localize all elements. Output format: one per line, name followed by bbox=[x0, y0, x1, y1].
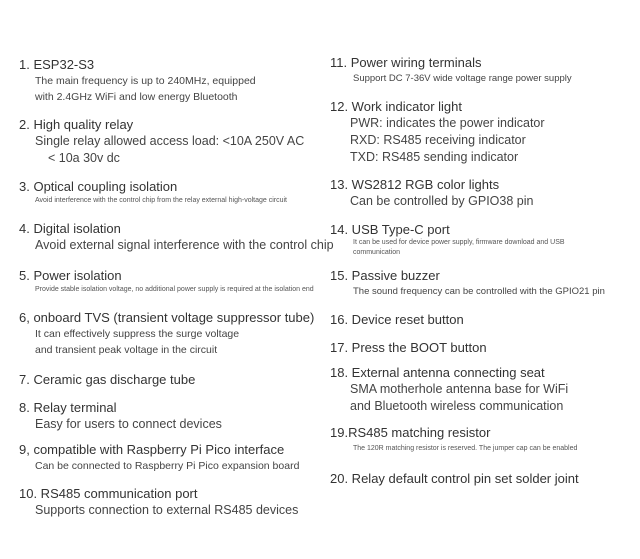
feature-item-1 bbox=[19, 56, 324, 105]
feature-item-11 bbox=[330, 54, 635, 87]
feature-item-19 bbox=[330, 424, 635, 457]
feature-desc: Can be connected to Raspberry Pi Pico expansion board bbox=[35, 460, 300, 472]
feature-item-5 bbox=[19, 267, 324, 295]
feature-title: 4. Digital isolation bbox=[19, 221, 121, 236]
feature-title: 10. RS485 communication port bbox=[19, 486, 198, 501]
feature-desc: Avoid interference with the control chip from the relay external high-voltage circuit bbox=[35, 197, 287, 204]
feature-item-8 bbox=[19, 399, 324, 433]
feature-title: 5. Power isolation bbox=[19, 268, 122, 283]
feature-desc: Avoid external signal interference with the control chip bbox=[35, 238, 334, 252]
feature-title: 13. WS2812 RGB color lights bbox=[330, 177, 500, 192]
feature-desc: The 120R matching resistor is reserved. The jumper cap can be enabled bbox=[353, 445, 578, 452]
feature-item-4 bbox=[19, 220, 334, 254]
feature-title: 11. Power wiring terminals bbox=[330, 55, 482, 70]
feature-desc: Support DC 7-36V wide voltage range power supply bbox=[353, 73, 572, 84]
feature-title: 1. ESP32-S3 bbox=[19, 57, 95, 72]
feature-item-16 bbox=[330, 311, 635, 328]
feature-title: 14. USB Type-C port bbox=[330, 222, 450, 237]
feature-desc: Provide stable isolation voltage, no additional power supply is required at the isolation end bbox=[35, 286, 314, 293]
feature-desc: It can effectively suppress the surge voltage bbox=[35, 328, 240, 340]
feature-title: 12. Work indicator light bbox=[330, 99, 462, 114]
feature-title: 17. Press the BOOT button bbox=[330, 340, 487, 355]
feature-desc: The main frequency is up to 240MHz, equipped bbox=[35, 75, 256, 87]
feature-title: 2. High quality relay bbox=[19, 117, 134, 132]
feature-desc: with 2.4GHz WiFi and low energy Bluetooth bbox=[35, 91, 238, 103]
feature-desc: and transient peak voltage in the circuit bbox=[35, 344, 218, 356]
feature-item-15 bbox=[330, 267, 635, 300]
feature-desc: It can be used for device power supply, firmware download and USB bbox=[353, 239, 565, 246]
feature-title: 16. Device reset button bbox=[330, 312, 464, 327]
feature-desc: PWR: indicates the power indicator bbox=[350, 116, 545, 130]
feature-title: 20. Relay default control pin set solder joint bbox=[330, 471, 579, 486]
feature-title: 18. External antenna connecting seat bbox=[330, 365, 545, 380]
feature-item-13 bbox=[330, 176, 635, 210]
feature-title: 9, compatible with Raspberry Pi Pico interface bbox=[19, 442, 285, 457]
feature-item-2 bbox=[19, 116, 324, 167]
feature-title: 19.RS485 matching resistor bbox=[330, 425, 491, 440]
feature-desc: Single relay allowed access load: <10A 250V AC bbox=[35, 134, 305, 148]
feature-item-3 bbox=[19, 178, 324, 206]
feature-desc: communication bbox=[353, 249, 401, 256]
feature-title: 6, onboard TVS (transient voltage suppressor tube) bbox=[19, 310, 315, 325]
feature-item-20 bbox=[330, 470, 635, 487]
feature-desc: < 10a 30v dc bbox=[48, 151, 120, 165]
feature-title: 8. Relay terminal bbox=[19, 400, 117, 415]
feature-desc: SMA motherhole antenna base for WiFi bbox=[350, 382, 569, 396]
feature-title: 15. Passive buzzer bbox=[330, 268, 440, 283]
feature-title: 7. Ceramic gas discharge tube bbox=[19, 372, 196, 387]
feature-desc: Easy for users to connect devices bbox=[35, 417, 222, 431]
feature-desc: Supports connection to external RS485 devices bbox=[35, 503, 299, 517]
feature-desc: The sound frequency can be controlled with the GPIO21 pin bbox=[353, 286, 605, 297]
feature-desc: Can be controlled by GPIO38 pin bbox=[350, 194, 534, 208]
feature-title: 3. Optical coupling isolation bbox=[19, 179, 178, 194]
feature-item-18 bbox=[330, 364, 635, 415]
feature-item-7 bbox=[19, 371, 324, 388]
feature-desc: TXD: RS485 sending indicator bbox=[350, 150, 519, 164]
feature-item-9 bbox=[19, 441, 324, 474]
feature-desc: and Bluetooth wireless communication bbox=[350, 399, 564, 413]
feature-item-12 bbox=[330, 98, 635, 166]
feature-item-10 bbox=[19, 485, 324, 519]
feature-item-17 bbox=[330, 339, 635, 356]
feature-desc: RXD: RS485 receiving indicator bbox=[350, 133, 526, 147]
feature-item-6 bbox=[19, 309, 324, 358]
feature-item-14 bbox=[330, 221, 635, 258]
